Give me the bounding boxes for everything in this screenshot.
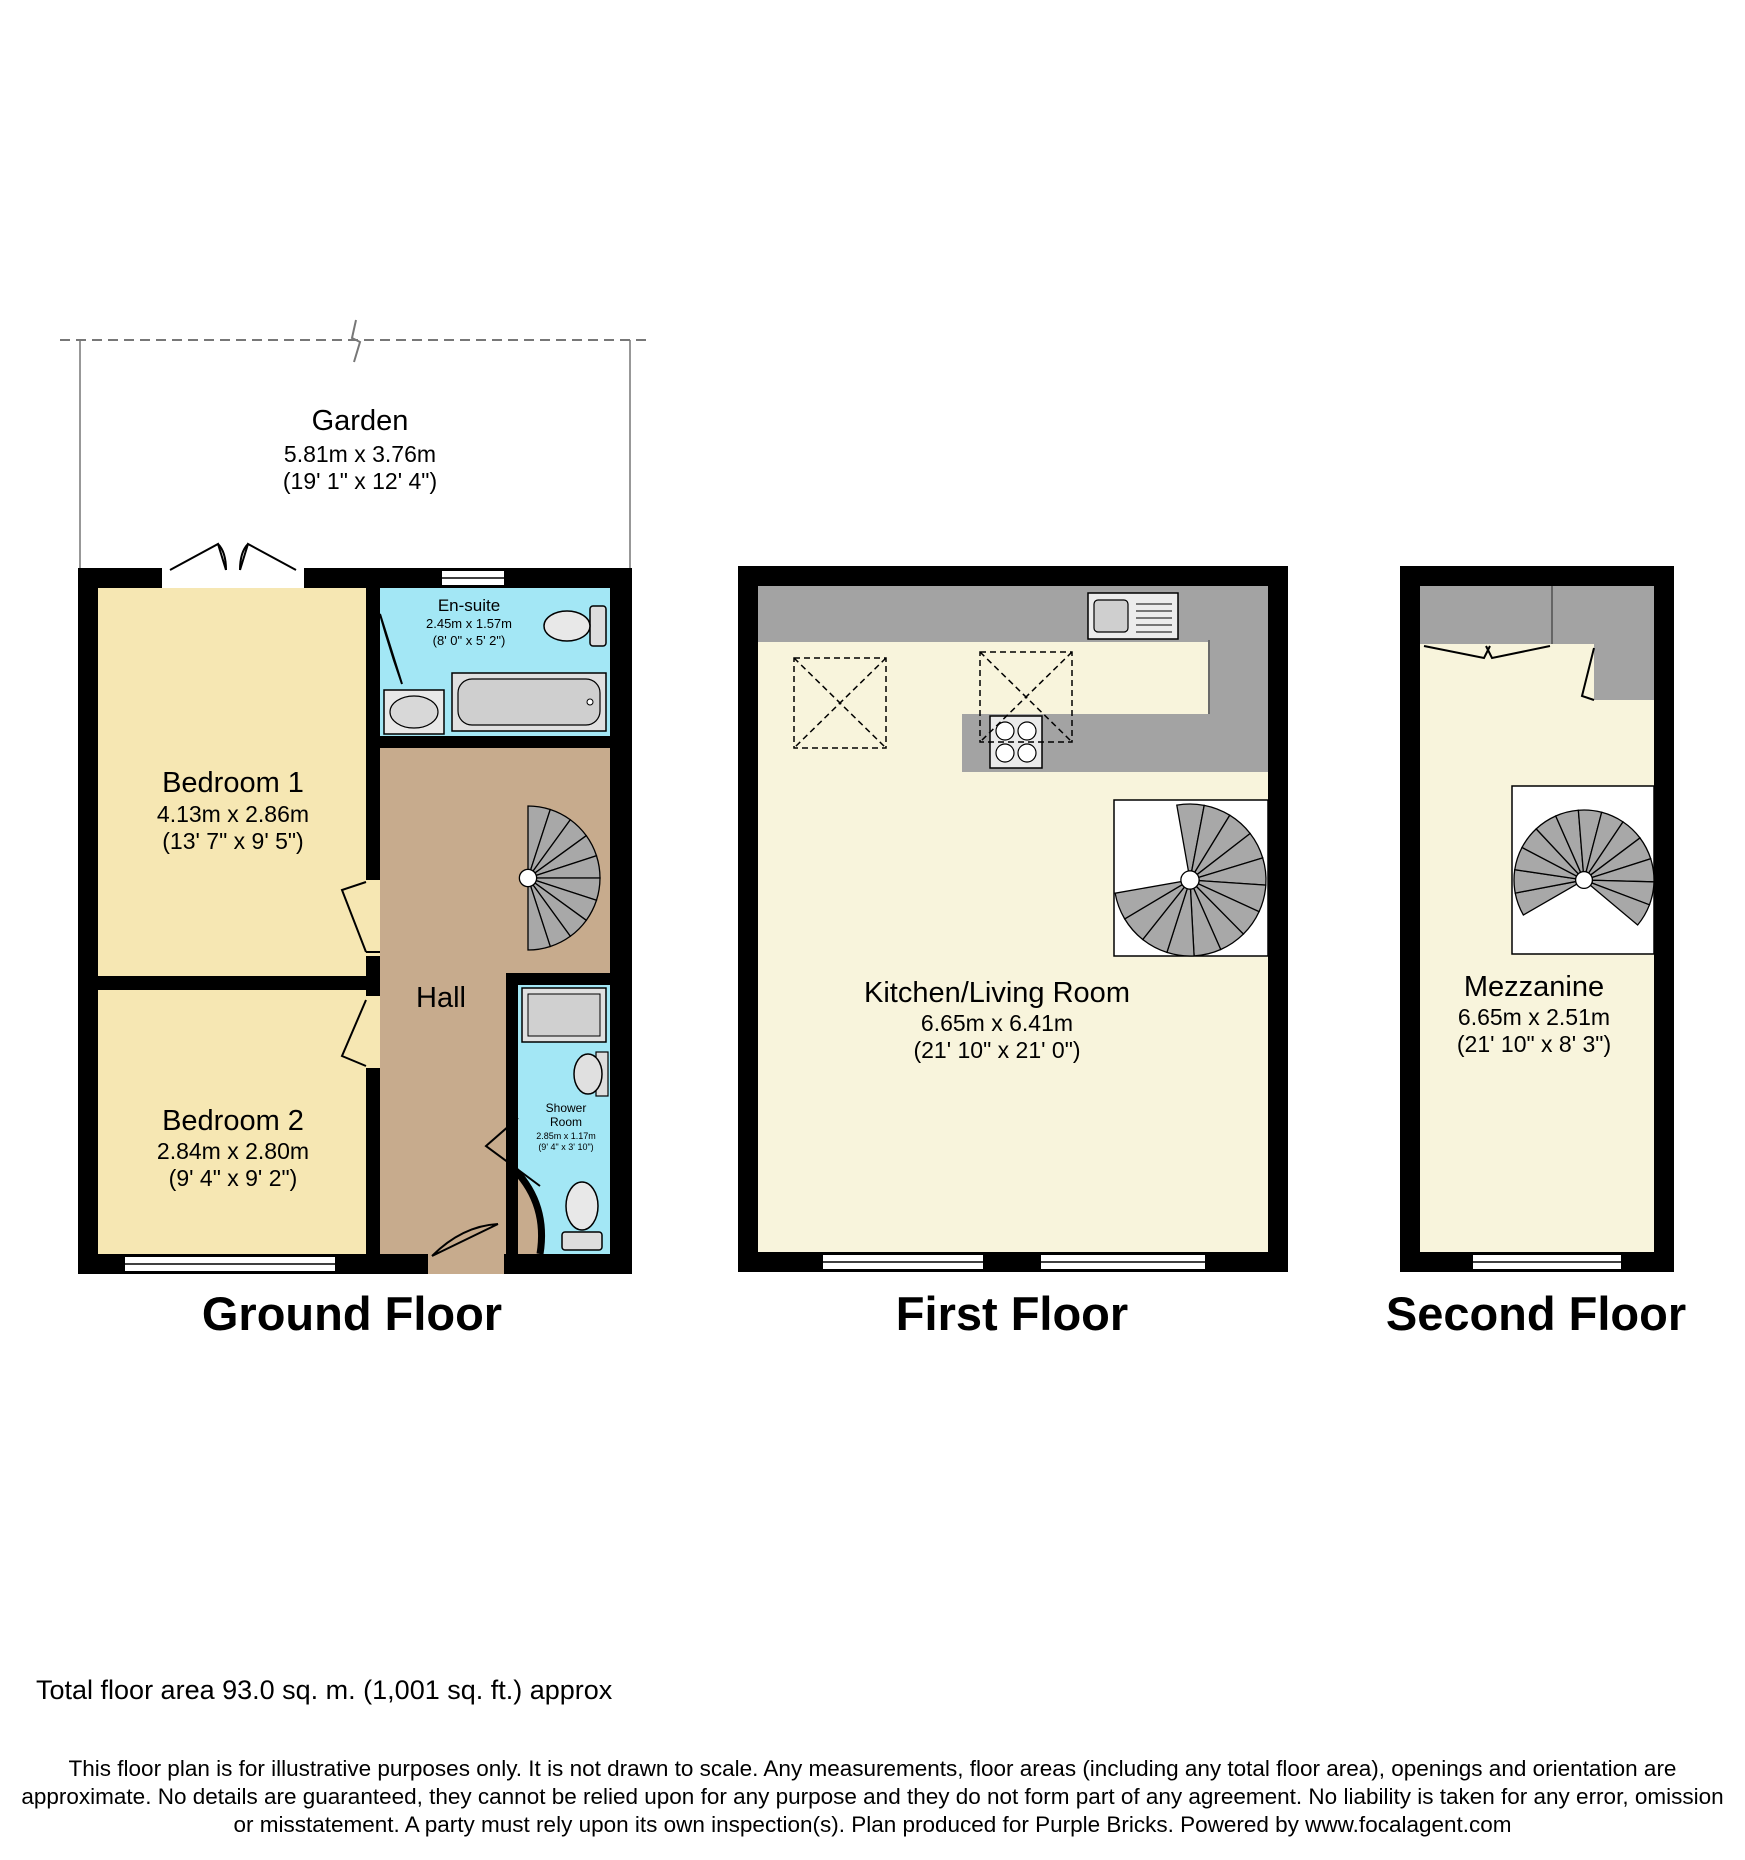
kitchen-metric: 6.65m x 6.41m [920,1010,1074,1036]
kitchen-imperial: (21' 10" x 21' 0") [913,1037,1081,1063]
bedroom-2-imperial: (9' 4" x 9' 2") [168,1165,298,1191]
ensuite-window [441,570,505,586]
first-floor [738,566,1288,1340]
second-floor [1386,566,1686,1340]
stair-newel [1181,871,1199,889]
bedroom-2-window [124,1256,336,1272]
ground-floor-title: Ground Floor [201,1287,503,1340]
french-doors-opening [162,568,304,588]
second-floor-title: Second Floor [1385,1287,1687,1340]
second-window [1472,1254,1622,1270]
shower-room-imperial: (9' 4" x 3' 10") [538,1142,594,1152]
mezzanine-imperial: (21' 10" x 8' 3") [1456,1031,1612,1057]
bedroom-2-name: Bedroom 2 [162,1105,304,1137]
front-door-opening [428,1254,504,1274]
bedroom-1-imperial: (13' 7" x 9' 5") [162,828,304,854]
bathtub-icon [452,673,606,731]
ensuite-name: En-suite [437,596,501,615]
kitchen-name: Kitchen/Living Room [864,977,1130,1009]
garden-metric: 5.81m x 3.76m [283,441,437,467]
stair-newel [1576,872,1593,889]
shower-tray-icon [522,988,606,1042]
mezzanine-metric: 6.65m x 2.51m [1457,1004,1611,1030]
first-floor-title: First Floor [895,1287,1129,1340]
bedroom-2-metric: 2.84m x 2.80m [156,1138,310,1164]
shower-room-name-1: Shower [545,1101,587,1115]
mezzanine-name: Mezzanine [1463,971,1605,1003]
first-window-right [1040,1254,1206,1270]
shower-room-metric: 2.85m x 1.17m [536,1131,596,1141]
ground-floor [60,320,650,1340]
first-window-left [822,1254,984,1270]
basin-icon [384,690,444,734]
garden-name: Garden [311,405,409,437]
bedroom-divider-wall [98,976,380,990]
stair-newel [519,869,536,886]
sink-icon [1088,593,1178,639]
ensuite-metric: 2.45m x 1.57m [426,616,512,631]
ensuite-imperial: (8' 0" x 5' 2") [432,633,506,648]
shower-basin-icon [574,1052,608,1096]
shower-room-name-2: Room [549,1115,583,1129]
total-floor-area: Total floor area 93.0 sq. m. (1,001 sq. ft.) approx [36,1675,613,1705]
shower-room-wall [506,973,518,1254]
bedroom-1-metric: 4.13m x 2.86m [156,801,310,827]
disclaimer: This floor plan is for illustrative purposes only. It is not drawn to scale. Any measurements, floor areas (including any total floor area), openings and orientation are approximate. No details are guaranteed, they cannot be relied upon for any purpose and they do not form part of any agreement. No liability is taken for any error, omission or misstatement. A party must rely upon its own inspection(s). Plan produced for Purple Bricks. Powered by www.focalagent.com [21,1756,1724,1837]
hall-name: Hall [416,982,466,1014]
french-door-icon [170,544,296,570]
bedroom-1-name: Bedroom 1 [162,767,304,799]
garden-imperial: (19' 1" x 12' 4") [282,468,438,494]
